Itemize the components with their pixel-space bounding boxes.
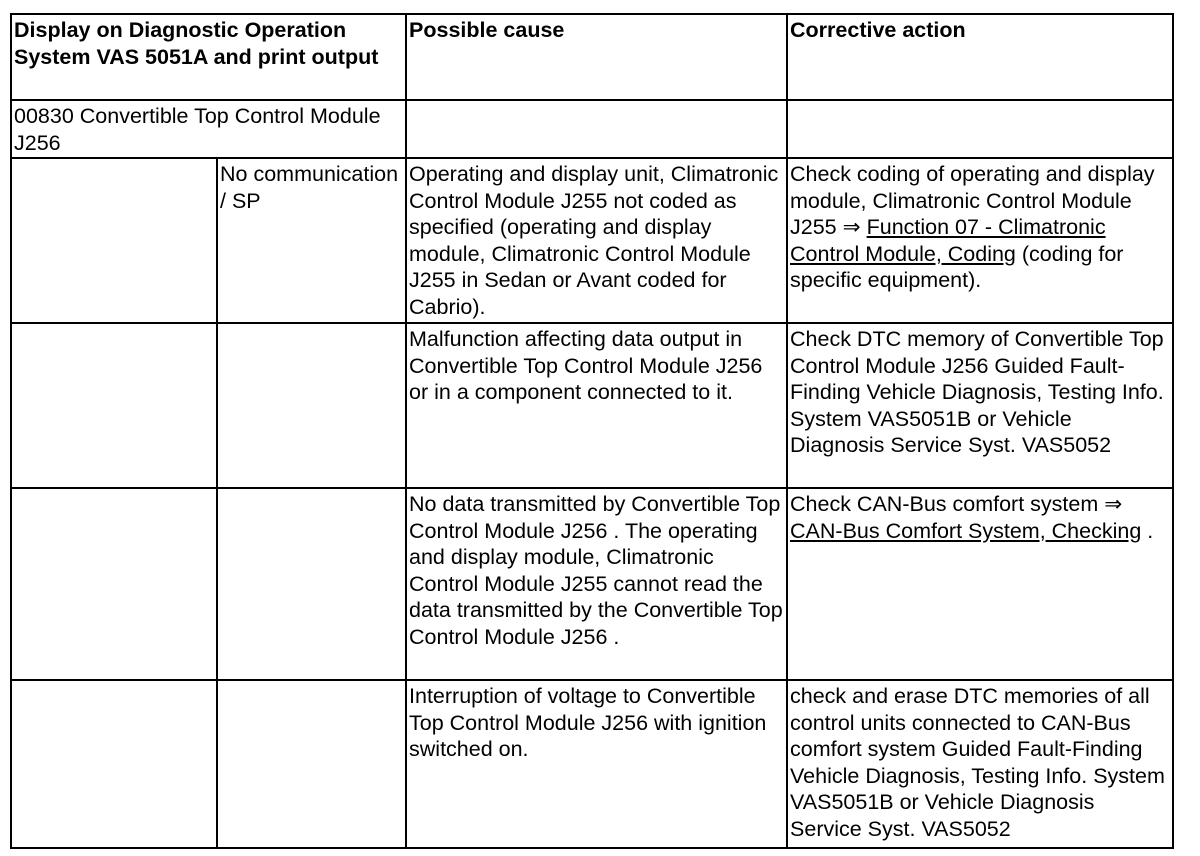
action-text: Check coding of operating and display module, Climatronic Control Module J255 ⇒	[790, 162, 1155, 239]
table-row	[11, 488, 1173, 680]
can-bus-checking-link[interactable]: CAN-Bus Comfort System, Checking	[790, 518, 1142, 543]
action-text-post: .	[1141, 518, 1154, 543]
module-action-empty	[787, 100, 1173, 158]
header-possible-cause: Possible cause	[406, 14, 787, 100]
action-cell	[787, 323, 1173, 488]
status-cell	[217, 680, 406, 848]
module-row	[11, 100, 1173, 158]
cause-cell: Operating and display unit, Climatronic Control Module J255 not coded as specified (operating and display module, Climatronic Control Module J255 in Sedan or Avant coded for Cabrio).	[406, 158, 787, 323]
action-text: check and erase DTC memories of all control units connected to CAN-Bus comfort system Guided Fault-Finding Vehicle Diagnosis, Testing Info. System VAS5051B or Vehicle Diagnosis Service Syst. VAS5052	[790, 684, 1165, 841]
empty-cell	[11, 680, 217, 848]
empty-cell	[11, 323, 217, 488]
action-text: Check CAN-Bus comfort system ⇒	[790, 492, 1123, 516]
table-row	[11, 323, 1173, 488]
table-row	[11, 158, 1173, 323]
module-label: 00830 Convertible Top Control Module J256	[11, 100, 406, 158]
cause-cell: No data transmitted by Convertible Top Control Module J256 . The operating and display module, Climatronic Control Module J255 cannot read the data transmitted by the Convertible Top Control Module J256 .	[406, 488, 787, 680]
action-cell	[787, 158, 1173, 323]
action-cell	[787, 680, 1173, 848]
status-cell: No communication / SP	[217, 158, 406, 323]
cause-cell: Malfunction affecting data output in Convertible Top Control Module J256 or in a component connected to it.	[406, 323, 787, 488]
cause-cell: Interruption of voltage to Convertible Top Control Module J256 with ignition switched on.	[406, 680, 787, 848]
module-cause-empty	[406, 100, 787, 158]
action-text-post: (coding for specific equipment).	[790, 241, 1124, 292]
status-cell	[217, 488, 406, 680]
header-display: Display on Diagnostic Operation System VAS 5051A and print output	[11, 14, 406, 100]
diagnostic-table	[10, 13, 1174, 849]
action-cell	[787, 488, 1173, 680]
empty-cell	[11, 158, 217, 323]
status-cell	[217, 323, 406, 488]
table-row	[11, 680, 1173, 848]
empty-cell	[11, 488, 217, 680]
header-corrective-action: Corrective action	[787, 14, 1173, 100]
function-07-coding-link[interactable]: Function 07 - Climatronic Control Module, Coding	[790, 215, 1106, 266]
header-row	[11, 14, 1173, 100]
action-text: Check DTC memory of Convertible Top Control Module J256 Guided Fault-Finding Vehicle Diagnosis, Testing Info. System VAS5051B or Vehicle Diagnosis Service Syst. VAS5052	[790, 327, 1164, 457]
